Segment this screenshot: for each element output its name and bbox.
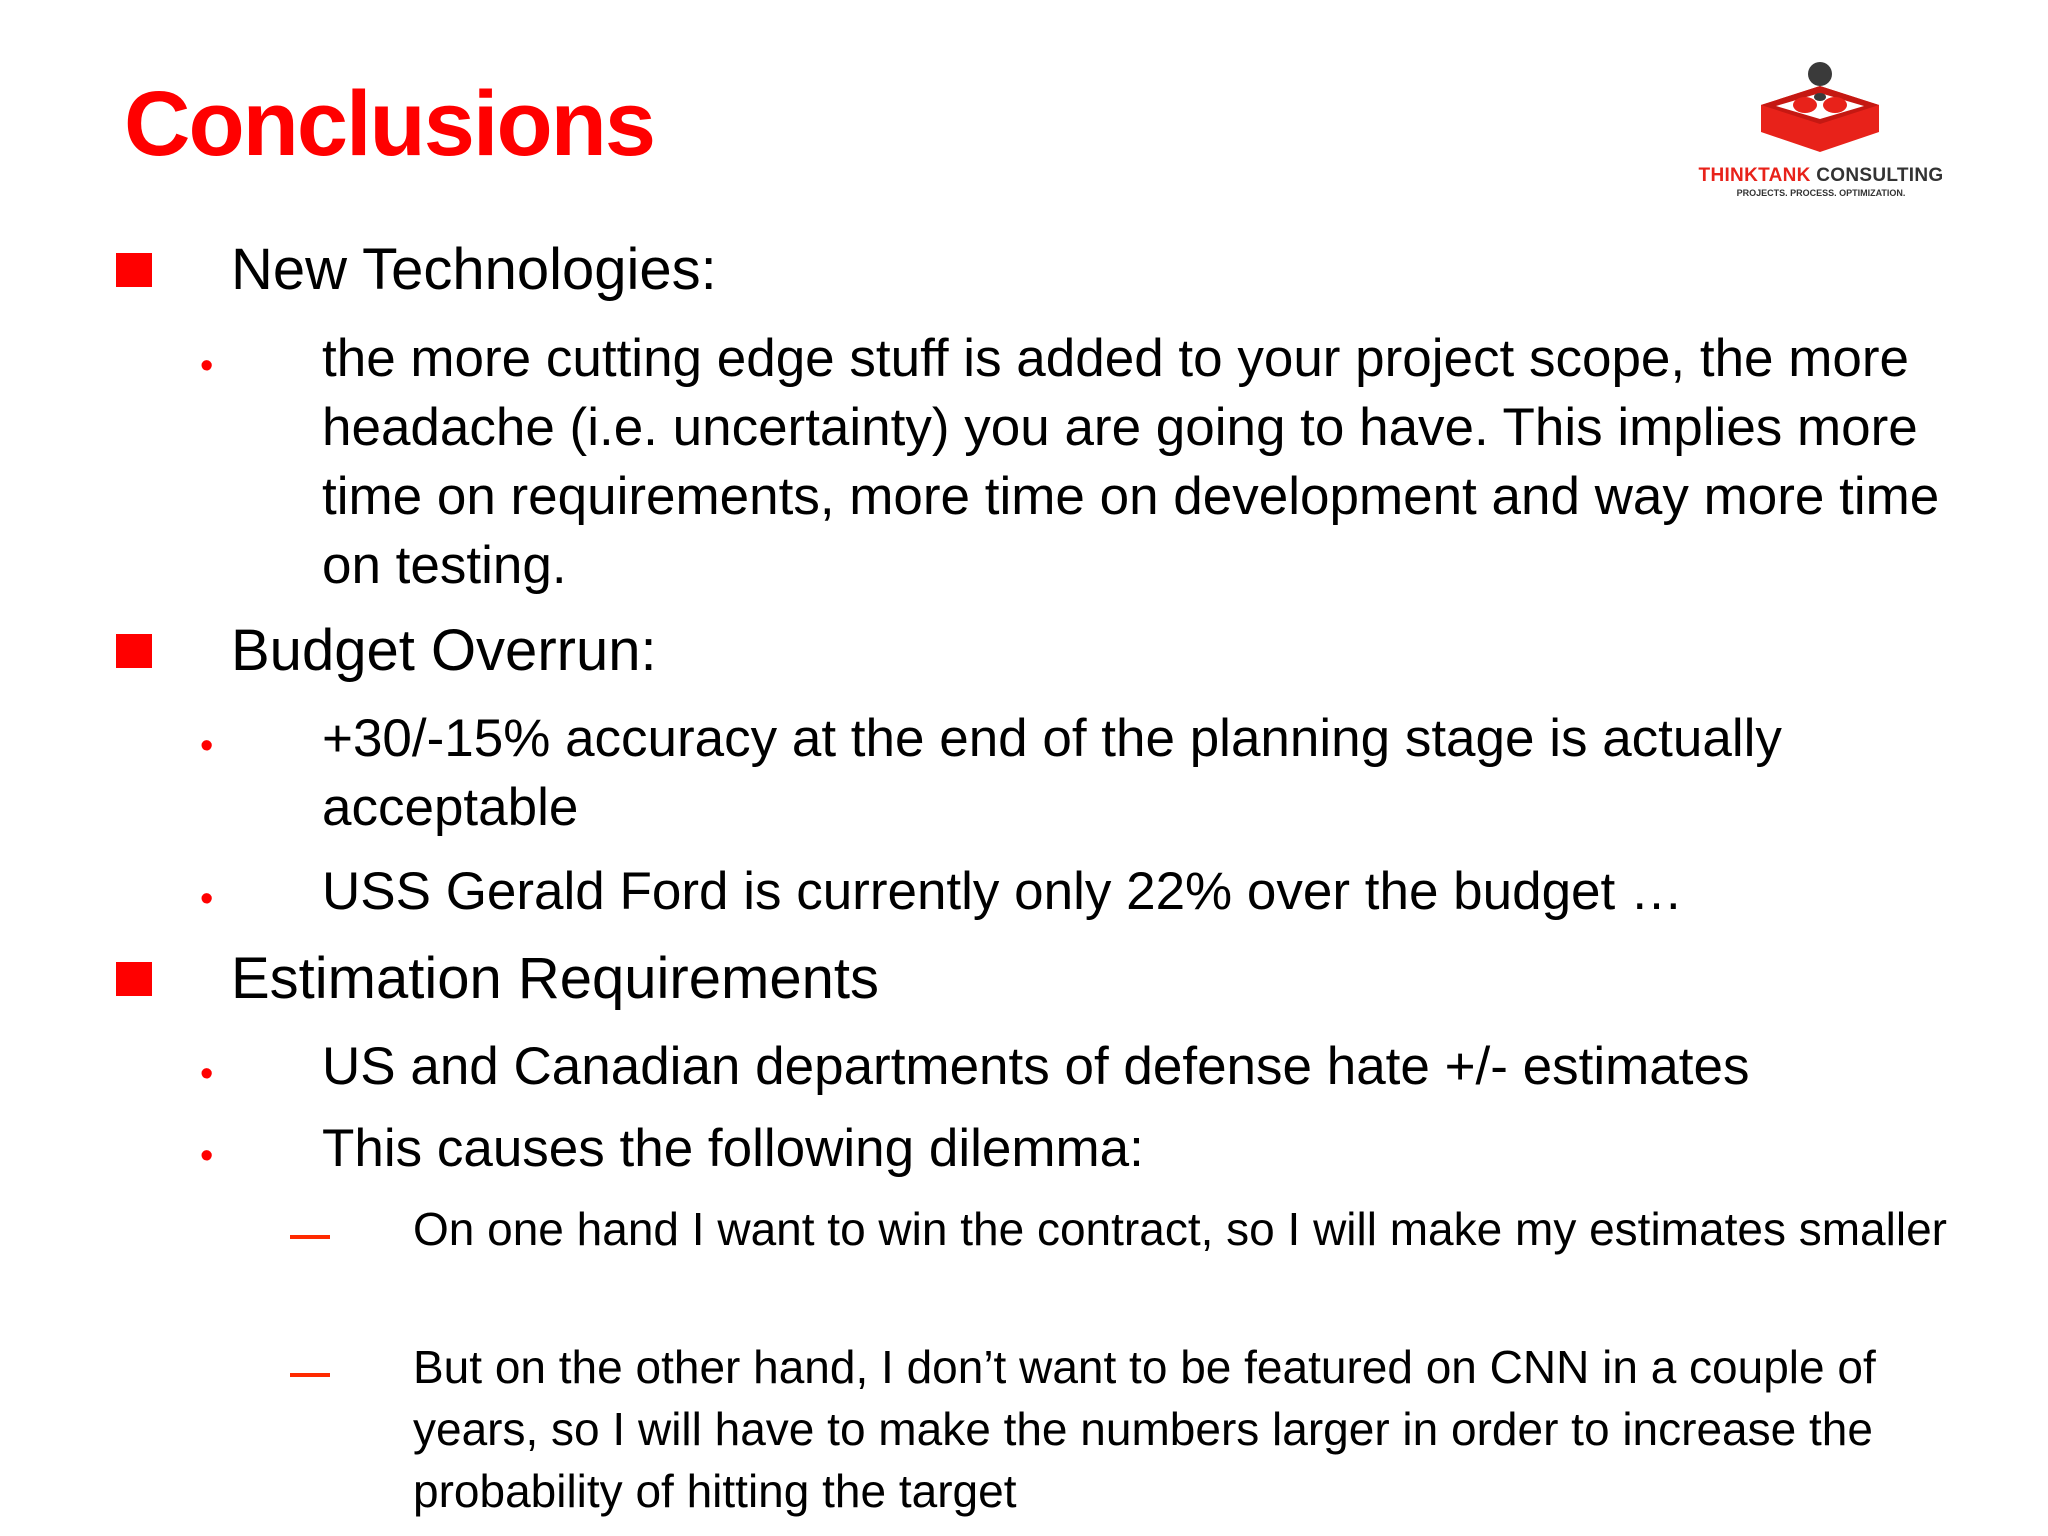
logo-tagline: PROJECTS. PROCESS. OPTIMIZATION.: [1736, 188, 1906, 198]
section-heading-estimation-requirements: Estimation Requirements: [231, 946, 879, 1011]
square-bullet-icon: [116, 634, 152, 668]
dot-bullet-icon: •: [200, 725, 214, 767]
section-heading-budget-overrun: Budget Overrun:: [231, 618, 657, 683]
bullet-text-cutting-edge: the more cutting edge stuff is added to your project scope, the more headache (i.e. uncertainty) you are going to have. This implies more time on requirements, more time on development and way more time on testing.: [322, 329, 1940, 595]
bullet-text-departments-of-defense: US and Canadian departments of defense hate +/- estimates: [322, 1037, 1750, 1096]
slide-title: Conclusions: [124, 73, 655, 175]
dot-bullet-icon: •: [200, 878, 214, 920]
bullet-text-accuracy: +30/-15% accuracy at the end of the planning stage is actually acceptable: [322, 709, 1782, 837]
bullet-text-uss-gerald-ford: USS Gerald Ford is currently only 22% over the budget …: [322, 862, 1683, 921]
subbullet-text-cnn: But on the other hand, I don’t want to be featured on CNN in a couple of years, so I will have to make the numbers larger in order to increase the probability of hitting the target: [413, 1341, 1876, 1517]
dash-bullet-icon: [290, 1235, 330, 1239]
square-bullet-icon: [116, 962, 152, 996]
bullet-text-dilemma: This causes the following dilemma:: [322, 1119, 1144, 1178]
section-heading-new-technologies: New Technologies:: [231, 237, 717, 302]
logo-mark-icon: [1756, 60, 1886, 160]
square-bullet-icon: [116, 253, 152, 287]
dot-bullet-icon: •: [200, 1135, 214, 1177]
logo-brand-text: THINKTANK CONSULTING: [1698, 165, 1944, 186]
thinktank-logo: [1686, 60, 1956, 210]
dash-bullet-icon: [290, 1373, 330, 1377]
dot-bullet-icon: •: [200, 1053, 214, 1095]
dot-bullet-icon: •: [200, 345, 214, 387]
subbullet-text-win-contract: On one hand I want to win the contract, so I will make my estimates smaller: [413, 1203, 1947, 1255]
